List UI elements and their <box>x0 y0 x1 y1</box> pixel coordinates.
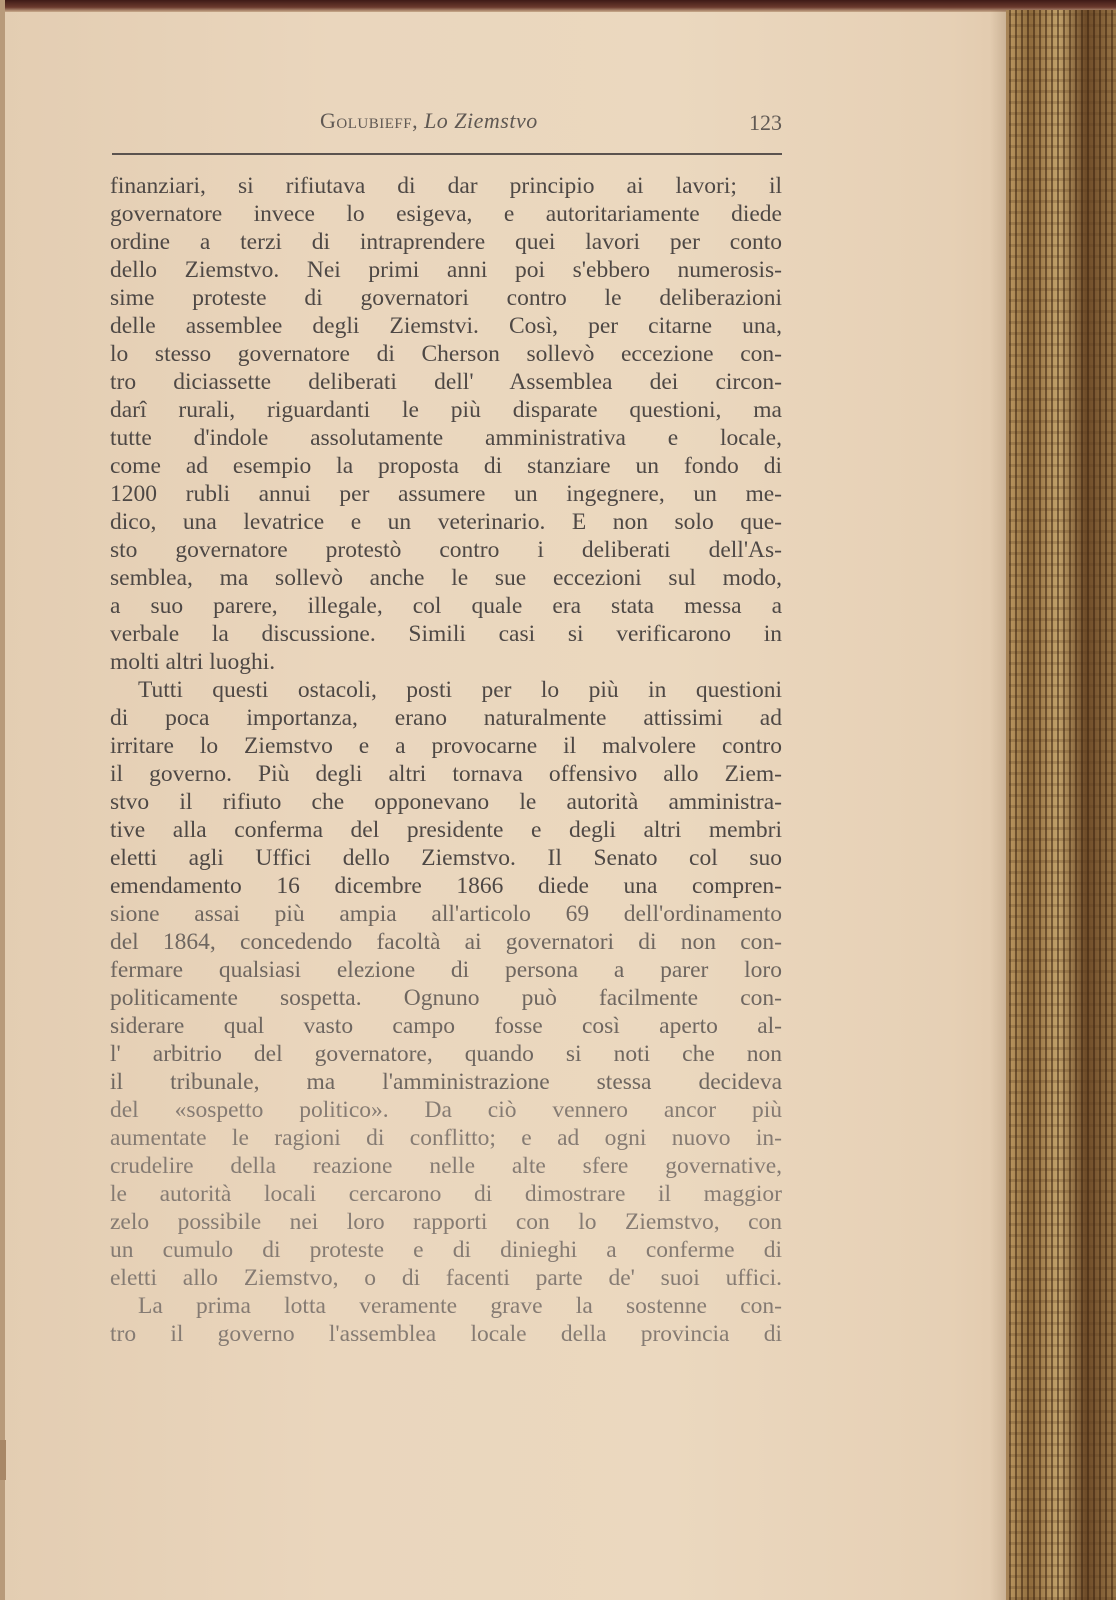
text-line: come ad esempio la proposta di stanziare un fondo di <box>110 453 782 479</box>
text-line: tive alla conferma del presidente e degli altri membri <box>110 817 782 843</box>
header-rule <box>112 153 782 155</box>
text-line: governatore invece lo esigeva, e autoritariamente diede <box>110 201 782 227</box>
paragraph-first-line: Tutti questi ostacoli, posti per lo più in questioni <box>138 677 782 703</box>
text-line: sime proteste di governatori contro le deliberazioni <box>110 285 782 311</box>
book-page-edges <box>1006 10 1116 1600</box>
text-line: semblea, ma sollevò anche le sue eccezioni sul modo, <box>110 565 782 591</box>
text-line: tutte d'indole assolutamente amministrativa e locale, <box>110 425 782 451</box>
text-line: irritare lo Ziemstvo e a provocarne il malvolere contro <box>110 733 782 759</box>
text-line: eletti allo Ziemstvo, o di facenti parte de' suoi uffici. <box>110 1265 782 1291</box>
text-line: ordine a terzi di intraprendere quei lavori per conto <box>110 229 782 255</box>
text-line: fermare qualsiasi elezione di persona a parer loro <box>110 957 782 983</box>
text-line: del «sospetto politico». Da ciò vennero ancor più <box>110 1097 782 1123</box>
text-line: tro diciassette deliberati dell' Assemblea dei circon- <box>110 369 782 395</box>
text-line: l' arbitrio del governatore, quando si noti che non <box>110 1041 782 1067</box>
text-line: sto governatore protestò contro i deliberati dell'As- <box>110 537 782 563</box>
text-line: 1200 rubli annui per assumere un ingegnere, un me- <box>110 481 782 507</box>
text-line: crudelire della reazione nelle alte sfere governative, <box>110 1153 782 1179</box>
text-line: lo stesso governatore di Cherson sollevò eccezione con- <box>110 341 782 367</box>
text-line: dello Ziemstvo. Nei primi anni poi s'ebbero numerosis- <box>110 257 782 283</box>
text-line: di poca importanza, erano naturalmente attissimi ad <box>110 705 782 731</box>
paragraph-first-line: La prima lotta veramente grave la sostenne con- <box>138 1293 782 1319</box>
text-line: stvo il rifiuto che opponevano le autorità amministra- <box>110 789 782 815</box>
book-top-edge <box>0 0 1116 12</box>
text-line: politicamente sospetta. Ognuno può facilmente con- <box>110 985 782 1011</box>
text-line: il governo. Più degli altri tornava offensivo allo Ziem- <box>110 761 782 787</box>
text-line: eletti agli Uffici dello Ziemstvo. Il Senato col suo <box>110 845 782 871</box>
text-line: verbale la discussione. Simili casi si verificarono in <box>110 621 782 647</box>
text-line: siderare qual vasto campo fosse così aperto al- <box>110 1013 782 1039</box>
body-text <box>110 172 782 1348</box>
page-mark <box>0 1440 6 1480</box>
running-head-work: Lo Ziemstvo <box>424 108 538 133</box>
text-line: aumentate le ragioni di conflitto; e ad ogni nuovo in- <box>110 1125 782 1151</box>
text-line: dico, una levatrice e un veterinario. E non solo que- <box>110 509 782 535</box>
text-line: zelo possibile nei loro rapporti con lo Ziemstvo, con <box>110 1209 782 1235</box>
text-line: finanziari, si rifiutava di dar principio ai lavori; il <box>110 173 782 199</box>
running-head-title: Golubieff, Lo Ziemstvo <box>320 108 538 133</box>
text-line: tro il governo l'assemblea locale della provincia di <box>110 1321 782 1347</box>
text-line: darî rurali, riguardanti le più disparate questioni, ma <box>110 397 782 423</box>
running-head-author: Golubieff <box>320 108 413 133</box>
text-line: un cumulo di proteste e di dinieghi a conferme di <box>110 1237 782 1263</box>
text-line: le autorità locali cercarono di dimostrare il maggior <box>110 1181 782 1207</box>
text-line: sione assai più ampia all'articolo 69 dell'ordinamento <box>110 901 782 927</box>
text-line: emendamento 16 dicembre 1866 diede una compren- <box>110 873 782 899</box>
text-line: molti altri luoghi. <box>110 649 276 675</box>
text-line: del 1864, concedendo facoltà ai governatori di non con- <box>110 929 782 955</box>
page-left-edge <box>0 0 5 1600</box>
text-line: delle assemblee degli Ziemstvi. Così, per citarne una, <box>110 313 782 339</box>
running-head <box>300 108 790 138</box>
text-line: a suo parere, illegale, col quale era stata messa a <box>110 593 782 619</box>
page-number: 123 <box>749 110 782 135</box>
text-line: il tribunale, ma l'amministrazione stessa decideva <box>110 1069 782 1095</box>
